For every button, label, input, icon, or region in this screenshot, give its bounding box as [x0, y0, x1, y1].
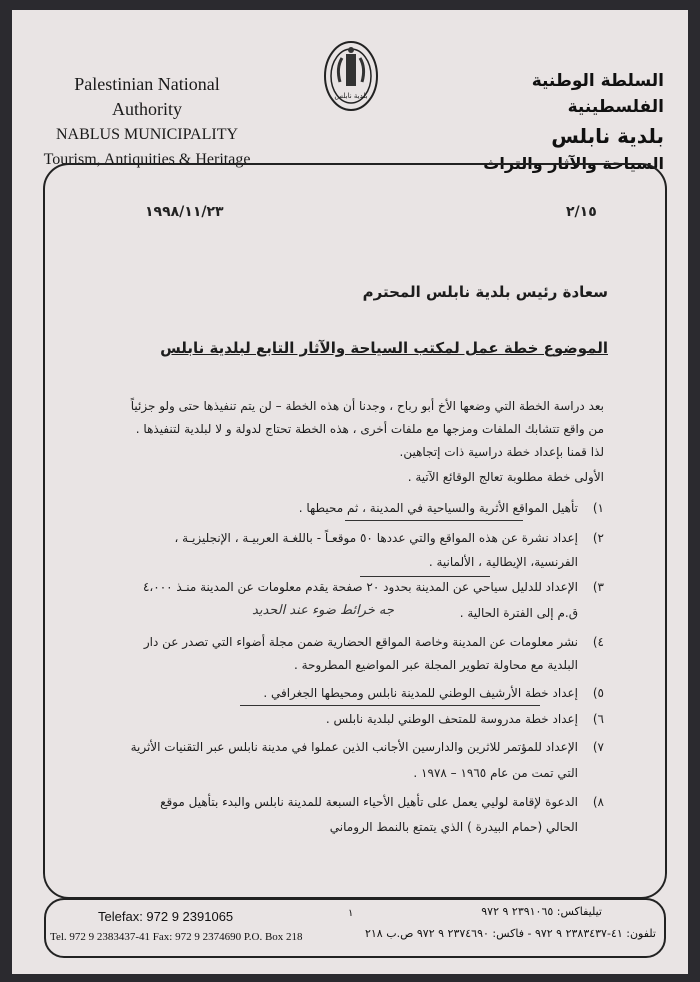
intro-line-3: لذا قمنا بإعداد خطة دراسية ذات إتجاهين. [399, 445, 604, 459]
contacts-ar: تلفون: ٤١-٢٣٨٣٤٣٧ ٩ ٩٧٢ - فاكس: ٢٣٧٤٦٩٠ ٩ ٩٧٢ ص.ب ٢١٨ [364, 927, 656, 940]
list-item [84, 498, 604, 518]
intro-line-2: من واقع تتشابك الملفات ومزجها مع ملفات أخرى ، هذه الخطة تحتاج لدولة و لا لبلدية لتنفيذها . [135, 422, 604, 436]
item-number: ٨) [592, 795, 604, 809]
underline-mark [345, 520, 523, 521]
authority-name-ar: السلطة الوطنية الفلسطينية [531, 71, 664, 117]
underline-mark [360, 576, 490, 577]
intro-line-1: بعد دراسة الخطة التي وضعها الأخ أبو رباح ، وجدنا أن هذه الخطة – لن يتم تنفيذها حتى ولو جزئياً [130, 399, 604, 413]
item-text: الدعوة لإقامة لوليي يعمل على تأهيل الأحياء السبعة للمدينة نابلس والبدء بتأهيل موقع [160, 795, 578, 809]
item-text: إعداد نشرة عن هذه المواقع والتي عددها ٥٠ موقعـاً - باللغـة العربيـة ، الإنجليزيـة ، [174, 531, 578, 545]
emblem-label: بلدية نابلس [334, 92, 368, 100]
authority-name-en: Palestinian National Authority [74, 74, 220, 119]
subject-line: الموضوع خطة عمل لمكتب السياحة والآثار التابع لبلدية نابلس [160, 339, 608, 357]
item-number: ٦) [592, 712, 604, 726]
letter-date: ١٩٩٨/١١/٢٣ [145, 204, 224, 220]
item-number: ١) [592, 501, 604, 515]
list-item [84, 792, 604, 812]
list-item-continuation: الفرنسية، الإيطالية ، الألمانية . [428, 555, 578, 569]
item-text: إعداد خطة الأرشيف الوطني للمدينة نابلس ومحيطها الجغرافي . [263, 686, 578, 700]
reference-number: ٢/١٥ [566, 204, 597, 220]
list-item [84, 709, 604, 729]
english-letterhead [42, 72, 252, 172]
telefax-en: Telefax: 972 9 2391065 [98, 909, 234, 924]
item-text: نشر معلومات عن المدينة وخاصة المواقع الحضارية ضمن مجلة أضواء التي تصدر عن دار [143, 635, 578, 649]
handwritten-note: جه خرائط ضوء عند الحديد [252, 603, 394, 618]
item-text: الإعداد للدليل سياحي عن المدينة بحدود ٢٠ صفحة يقدم معلومات عن المدينة منـذ ٤،٠٠٠ [142, 580, 578, 594]
municipality-name-en: NABLUS MUNICIPALITY [55, 126, 239, 143]
item-number: ٢) [592, 531, 604, 545]
item-text: تأهيل المواقع الأثرية والسياحية في المدينة ، ثم محيطها . [298, 501, 578, 515]
salutation: سعادة رئيس بلدية نابلس المحترم [362, 283, 608, 301]
page-number: ١ [348, 908, 354, 919]
list-item-continuation: البلدية مع محاولة تطوير المجلة عبر المواضيع المطروحة . [293, 658, 578, 672]
department-name-en: Tourism, Antiquities & Heritage [43, 151, 251, 168]
telefax-ar: تيليفاكس: ٢٣٩١٠٦٥ ٩ ٩٧٢ [481, 905, 602, 918]
item-number: ٤) [592, 635, 604, 649]
list-item [84, 737, 604, 757]
item-number: ٧) [592, 740, 604, 754]
list-item-continuation: التي تمت من عام ١٩٦٥ – ١٩٧٨ . [413, 766, 578, 780]
list-item-continuation: الحالي (حمام البيدرة ) الذي يتمتع بالنمط الروماني [329, 820, 578, 834]
intro-line-4: الأولى خطة مطلوبة تعالج الوقائع الآتية . [407, 470, 604, 484]
list-item [84, 632, 604, 652]
list-item-continuation: ق.م إلى الفترة الحالية . [459, 606, 578, 620]
arabic-letterhead [454, 68, 664, 176]
municipality-name-ar: بلدية نابلس [551, 124, 664, 148]
list-item [84, 683, 604, 703]
contacts-en: Tel. 972 9 2383437-41 Fax: 972 9 2374690 P.O. Box 218 [50, 931, 303, 943]
department-name-ar: السياحة والآثار والتراث [483, 154, 664, 173]
nablus-emblem-icon [322, 38, 380, 114]
item-text: إعداد خطة مدروسة للمتحف الوطني لبلدية نابلس . [325, 712, 578, 726]
item-number: ٣) [592, 580, 604, 594]
underline-mark [240, 705, 540, 706]
item-text: الإعداد للمؤتمر للاثرين والدارسين الأجانب الذين عملوا في مدينة نابلس عبر التقنيات الأثرية [130, 740, 578, 754]
item-number: ٥) [592, 686, 604, 700]
list-item [84, 528, 604, 548]
list-item [84, 577, 604, 597]
